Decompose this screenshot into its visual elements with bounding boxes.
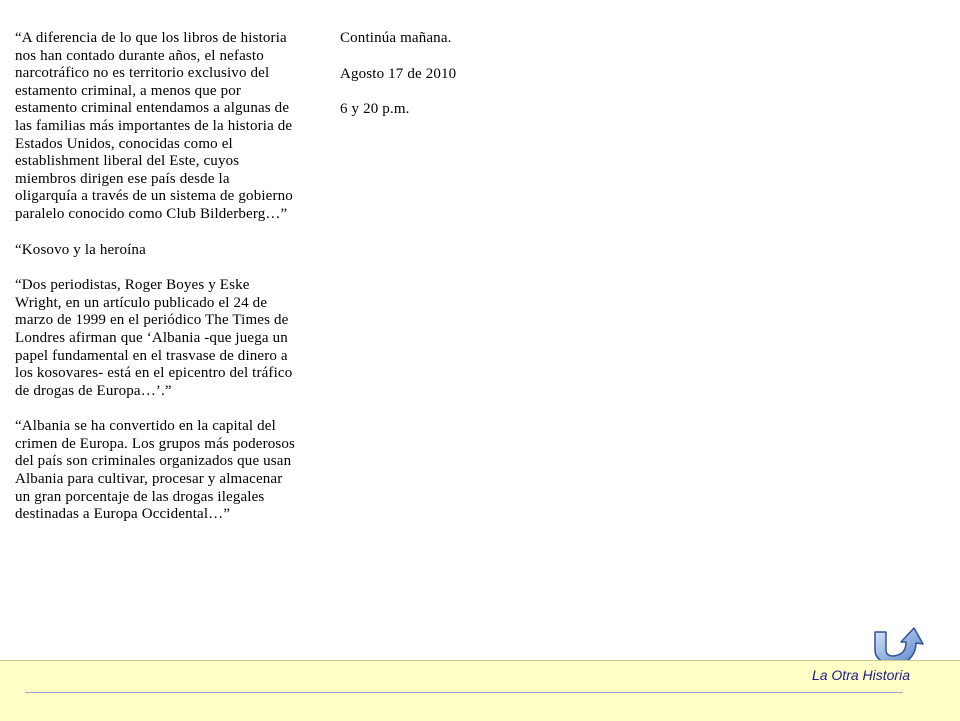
paragraph-bilderberg: “A diferencia de lo que los libros de historia nos han contado durante años, el nefasto narcotráfico no es territorio exclusivo del estamento criminal, a menos que por estamento criminal entendamos a algunas de las familias más importantes de la historia de Estados Unidos, conocidas como el establishment liberal del Este, cuyos miembros dirigen ese país desde la oligarquía a través de un sistema de gobierno paralelo conocido como Club Bilderberg…” xyxy=(15,30,293,222)
side-note-column xyxy=(340,30,600,137)
paragraph-albania: “Albania se ha convertido en la capital del crimen de Europa. Los grupos más poderosos del país son criminales organizados que usan Albania para cultivar, procesar y almacenar un gran porcentaje de las drogas ilegales destinadas a Europa Occidental…” xyxy=(15,418,295,523)
footer-title: La Otra Historia xyxy=(811,667,910,683)
continues-note: Continúa mañana. xyxy=(340,30,452,46)
date-line: Agosto 17 de 2010 xyxy=(340,65,457,82)
paragraph-periodistas: “Dos periodistas, Roger Boyes y Eske Wright, en un artículo publicado el 24 de marzo de 1999 en el periódico The Times de Londres afirman que ‘Albania -que juega un papel fundamental en el trasvase de dinero a los kosovares- está en el epicentro del tráfico de drogas de Europa…’.” xyxy=(15,277,293,399)
footer-divider xyxy=(25,692,903,693)
main-text-column xyxy=(15,30,295,542)
time-line: 6 y 20 p.m. xyxy=(340,101,410,118)
paragraph-kosovo-heading: “Kosovo y la heroína xyxy=(15,241,146,258)
